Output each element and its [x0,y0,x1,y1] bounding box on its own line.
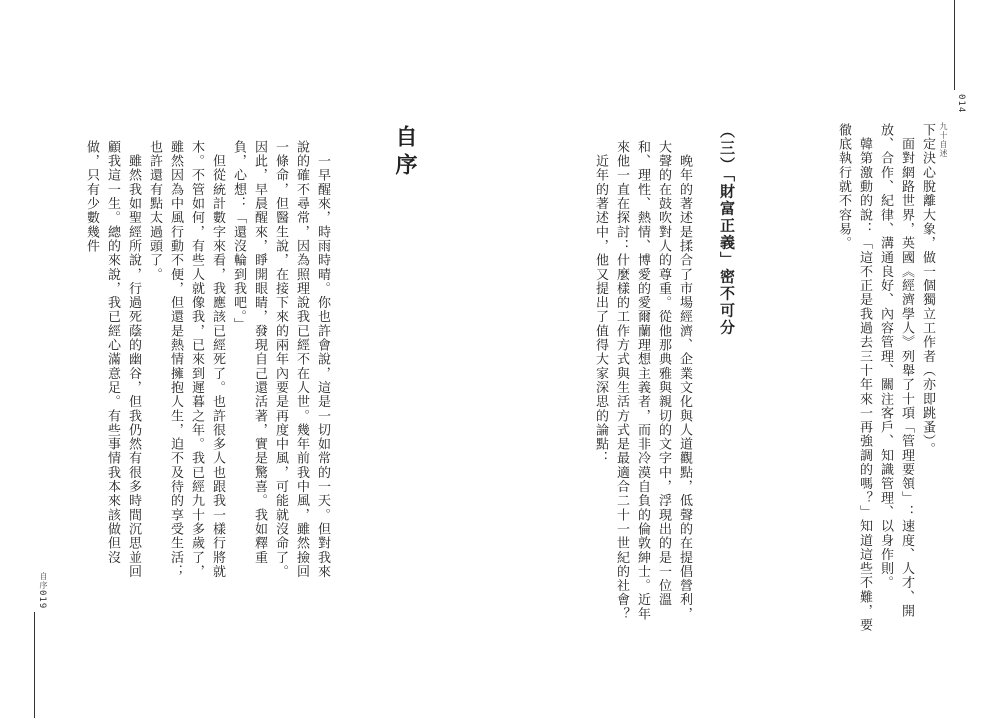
page-number-left: 019 [37,590,47,610]
paragraph: 韓第激動的說：「這不正是我過去三十年來一再強調的嗎？」知道這些不難，要徹底執行就不容易。 [836,123,872,633]
page-number-right: 014 [956,94,966,114]
page-rule-bottom-left [34,612,35,718]
paragraph: 近年的著述中，他又提出了值得大家深思的論點： [593,140,608,466]
gutter [500,0,501,718]
paragraph: 晚年的著述是揉合了市場經濟、企業文化與人道觀點，低聲的在提倡營利，大聲的在鼓吹對人的尊重。從他那典雅與親切的文字中，浮現出的是一位溫和、理性、熱情、博愛的愛爾蘭理想主義者，而非冷漠自負的倫敦紳士。近年來他一直在探討：什麼樣的工作方式與生活方式是最適合二十一世紀的社會？ [614,140,692,622]
page-rule-top-right [954,0,955,90]
paragraph: 一早醒來，時雨時晴。你也許會說，這是一切如常的一天。但對我來說的確不尋常，因為照理說我已經不在人世。幾年前我中風，雖然撿回一條命，但醫生說，在接下來的兩年內要是再度中風，可能就沒命了。因此，早晨醒來，睜開眼睛，發現自己還活著，實是驚喜。我如釋重負，心想：「還沒輪到我吧。」 [231,140,330,579]
paragraph: 但從統計數字來看，我應該已經死了。也許很多人也跟我一樣行將就木。不管如何，有些人就像我，已來到遲暮之年。我已經九十多歲了，雖然因為中風行動不便，但還是熱情擁抱人生，迫不及待的享受生活；也許還有點太過頭了。 [147,140,225,579]
body-block-1 [833,123,938,633]
preface-body [81,140,333,592]
paragraph: 雖然我如聖經所說，行過死蔭的幽谷，但我仍然有很多時間沉思並回顧我這一生。總的來說，我已經心滿意足。有些事情我本來該做但沒做，只有少數幾件 [84,140,141,579]
chapter-title: 自序 [392,125,418,181]
body-block-2 [590,140,695,633]
paragraph: 下定決心脫離大象，做一個獨立工作者（亦即跳蚤）。 [920,123,935,457]
running-head-left: 自序 [39,572,48,590]
paragraph: 面對網路世界，英國《經濟學人》列舉了十項「管理要領」：速度、人才、開放、合作、紀律、溝通良好、內容管理、關注客戶、知識管理、以身作則。 [878,123,914,619]
running-head-right: 九十自述 [939,122,948,158]
section-heading: （三）「財富正義」密不可分 [718,123,736,337]
